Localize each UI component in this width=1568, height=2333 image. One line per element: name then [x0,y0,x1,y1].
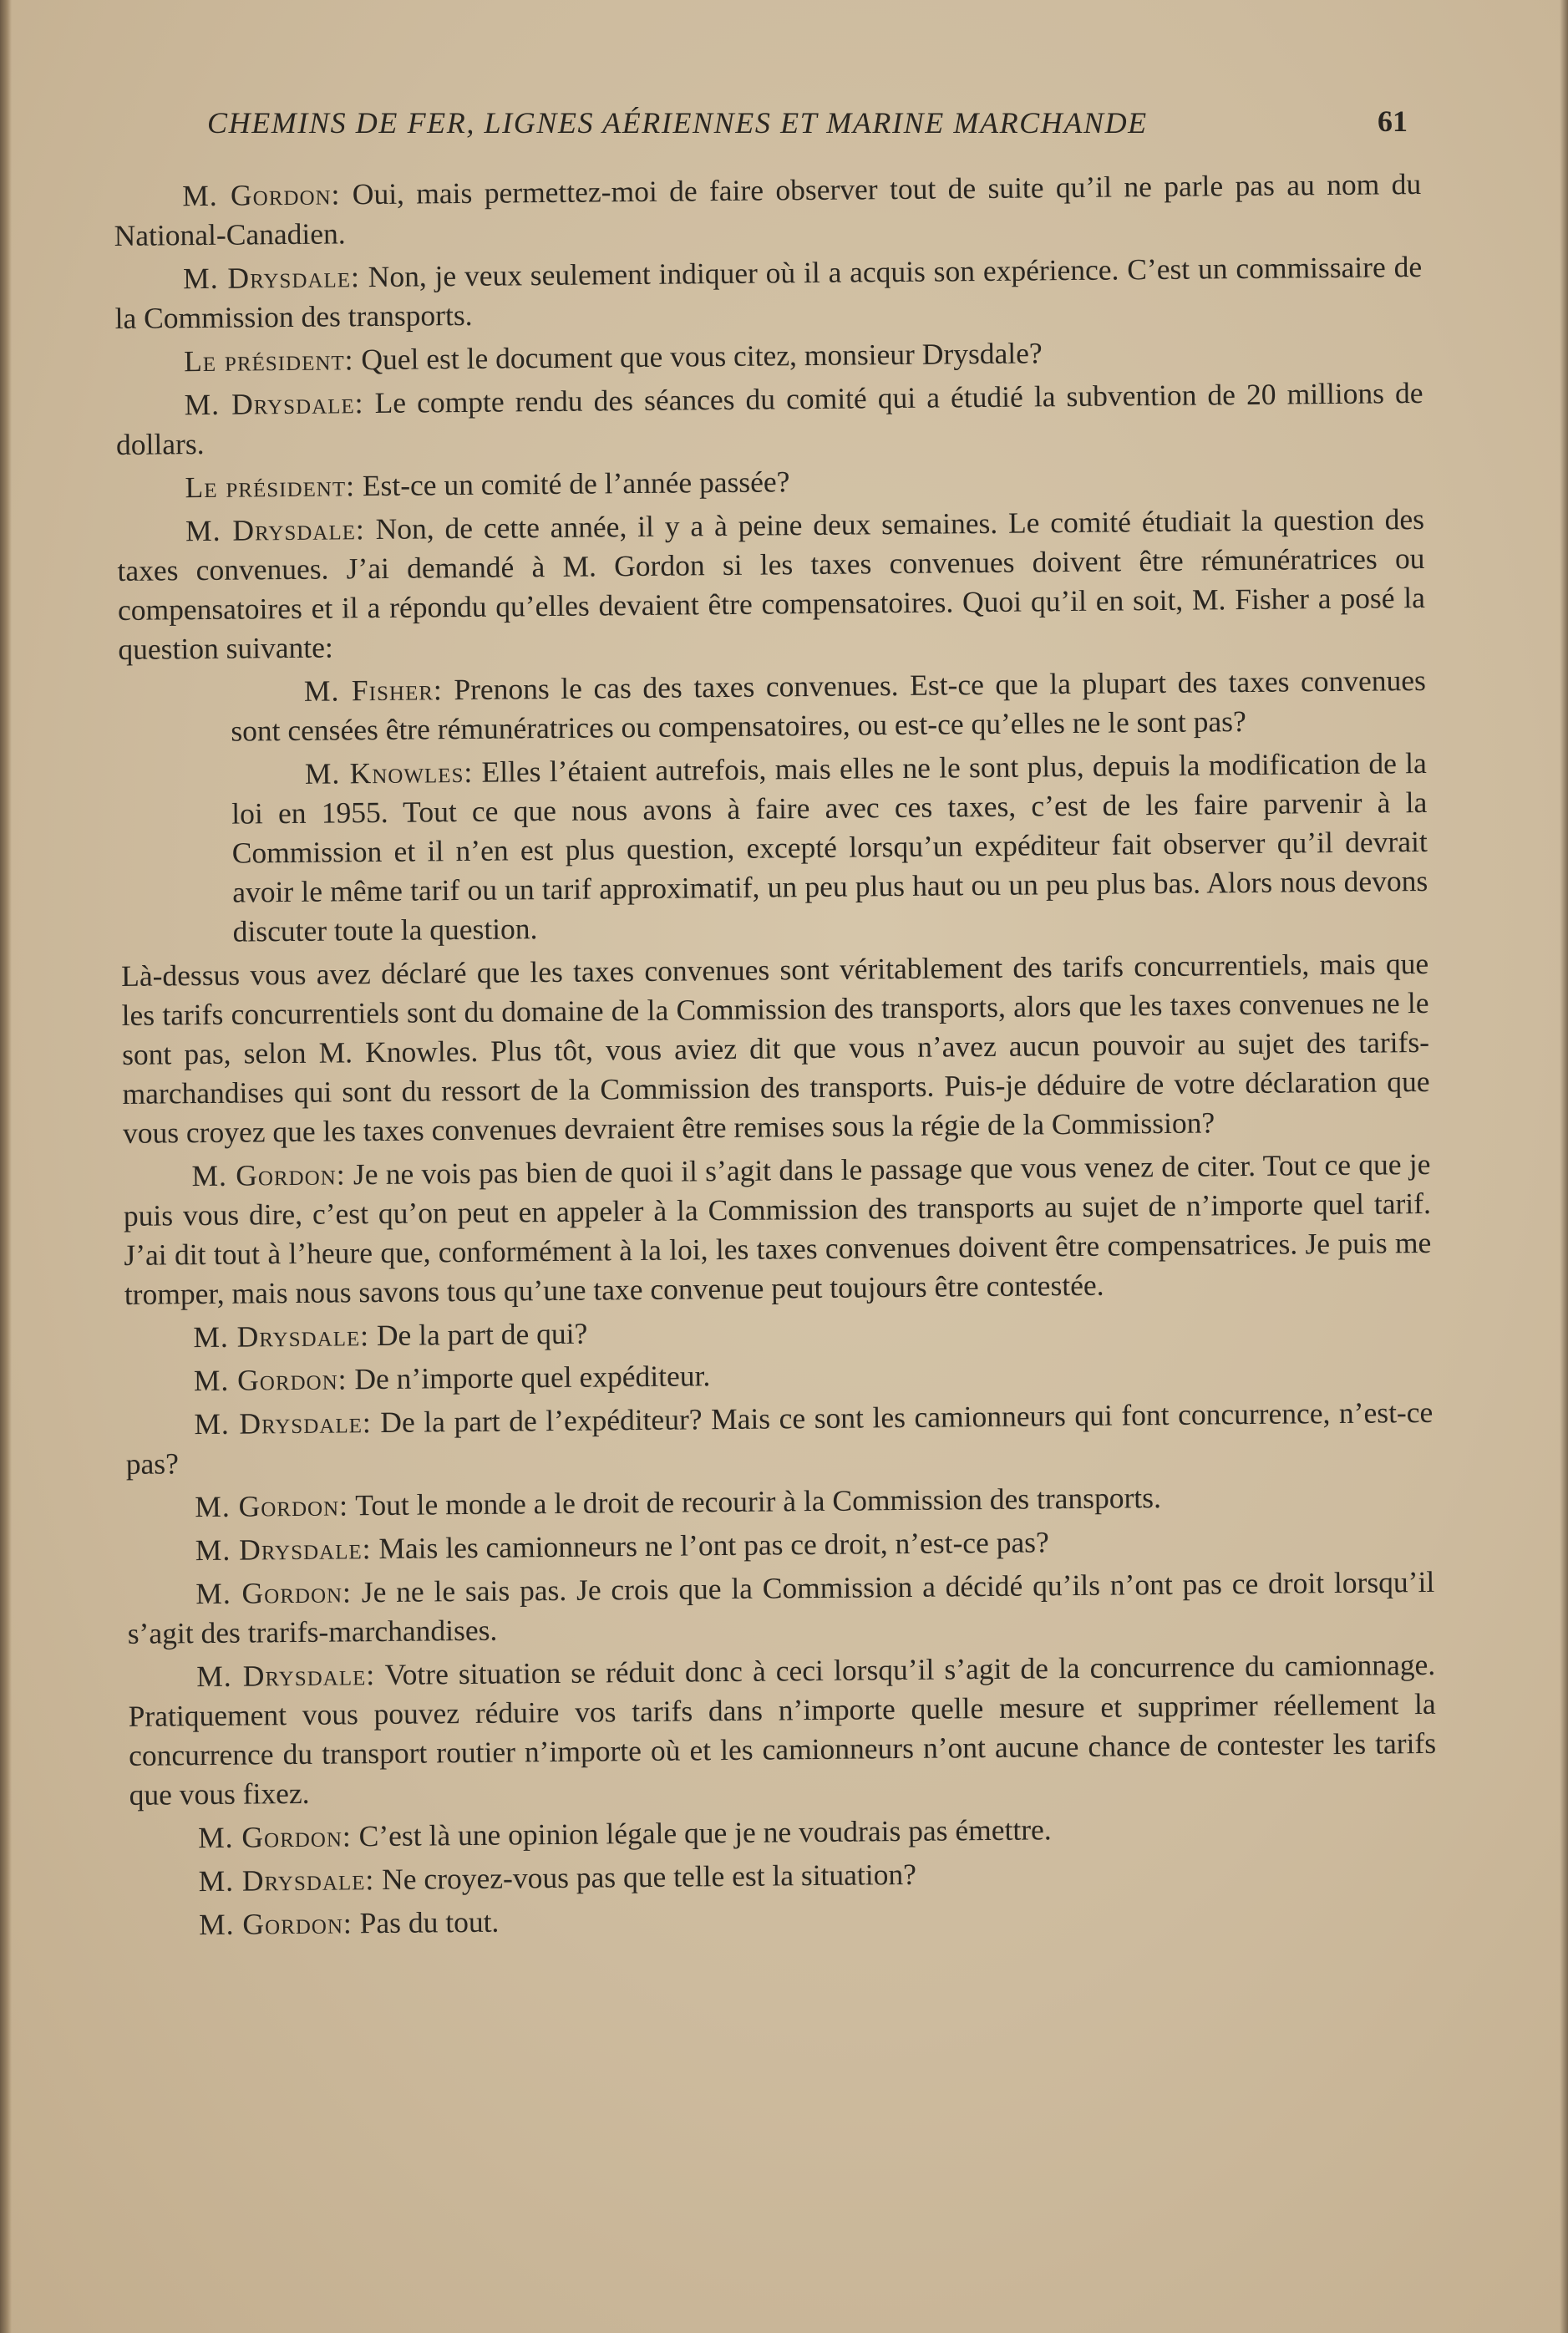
paragraph [129,1850,1437,1902]
paragraph [123,1145,1432,1314]
paragraph [114,165,1422,256]
paragraph-text: C’est là une opinion légale que je ne voudrais pas émettre. [358,1812,1052,1853]
paragraph-text: Là-dessus vous avez déclaré que les taxes convenues sont véritablement des tarifs concurrentiels, mais que les tarifs concurrentiels sont du domaine de la Commission des transports, alors que les taxes convenues ne le sont pas, selon M. Knowles. Plus tôt, vous aviez dit que vous n’avez aucun pouvoir au sujet des tarifs-marchandises qui sont du ressort de la Commission des transports. Puis-je déduire de votre déclaration que vous croyez que les taxes convenues devraient être remises sous la régie de la Commission? [120,946,1430,1150]
speaker-name: M. Drysdale: [185,512,365,548]
paragraph-text: Ne croyez-vous pas que telle est la situation? [381,1857,917,1897]
paragraph-text: Est-ce un comité de l’année passée? [362,465,790,503]
paragraph [117,500,1426,669]
speaker-name: M. Drysdale: [194,1405,372,1441]
paragraph [129,1807,1437,1858]
paragraph-text: Votre situation se réduit donc à ceci lorsqu’il s’agit de la concurrence du camionnage. Pratiquement vous pouvez réduire vos tarifs dans n’importe quelle mesure et supprimer réellement la concurrence du transport routier n’importe où et les camionneurs n’ont aucune chance de contester les tarifs que vous fixez. [128,1647,1437,1812]
quoted-paragraph [119,744,1428,953]
paragraph [115,374,1423,465]
paragraph-text: Je ne vois pas bien de quoi il s’agit dans le passage que vous venez de citer. Tout ce que je puis vous dire, c’est qu’on peut en appeler à la Commission des transports au sujet de n’importe quel tarif. J’ai dit tout à l’heure que, conformément à la loi, les taxes convenues doivent être compensatrices. Je puis me tromper, mais nous savons tous qu’une taxe convenue peut toujours être contestée. [123,1146,1432,1311]
paragraph [114,247,1423,338]
continuation-paragraph [121,944,1430,1153]
running-title: CHEMINS DE FER, LIGNES AÉRIENNES ET MARINE MARCHANDE [207,106,1148,140]
paragraph-text: De la part de l’expéditeur? Mais ce sont les camionneurs qui font concurrence, n’est-ce pas? [125,1395,1434,1481]
running-header [200,99,1408,149]
speaker-name: M. Drysdale: [195,1532,372,1568]
paragraph-text: Non, je veux seulement indiquer où il a acquis son expérience. C’est un commissaire de la Commission des transports. [114,249,1423,335]
page-body [114,165,1438,1949]
speaker-name: M. Gordon: [198,1906,353,1942]
paragraph [126,1476,1434,1527]
speaker-name: Le président: [185,469,356,505]
speaker-name: M. Drysdale: [198,1863,375,1898]
paragraph [116,456,1423,508]
paragraph [127,1519,1434,1571]
page-binding-shadow [0,0,12,2333]
paragraph [130,1893,1438,1945]
paragraph [115,330,1423,382]
paragraph [125,1393,1434,1484]
speaker-name: M. Drysdale: [193,1319,370,1355]
paragraph-text: Oui, mais permettez-moi de faire observer tout de suite qu’il ne parle pas au nom du National-Canadien. [114,166,1422,252]
paragraph [127,1563,1435,1654]
speaker-name: M. Drysdale: [184,386,364,422]
paragraph [124,1306,1432,1358]
page-edge-shadow [1560,0,1568,2333]
quoted-paragraph [119,661,1427,752]
speaker-name: M. Gordon: [197,1819,352,1855]
paragraph-text: Quel est le document que vous citez, monsieur Drysdale? [361,336,1043,377]
speaker-name: M. Gordon: [182,177,341,213]
paragraph-text: Prenons le cas des taxes convenues. Est-ce que la plupart des taxes convenues sont censées être rémunératrices ou compensatoires, ou est-ce qu’elles ne le sont pas? [231,663,1427,748]
speaker-name: M. Fisher: [303,673,443,708]
speaker-name: M. Gordon: [193,1362,348,1398]
paragraph-text: De la part de qui? [376,1316,588,1353]
speaker-name: M. Gordon: [195,1575,353,1611]
paragraph-text: De n’importe quel expéditeur. [354,1359,711,1396]
speaker-name: M. Gordon: [195,1488,349,1524]
page-number: 61 [1378,104,1408,138]
paragraph [125,1349,1433,1401]
speaker-name: M. Drysdale: [182,260,361,296]
paragraph-text: Le compte rendu des séances du comité qui a étudié la subvention de 20 millions de dollars. [115,375,1423,461]
paragraph [128,1645,1437,1815]
paragraph-text: Elles l’étaient autrefois, mais elles ne le sont plus, depuis la modification de la loi en 1955. Tout ce que nous avons à faire avec ces taxes, c’est de les faire parvenir à la Commission et il n’en est plus question, excepté lorsqu’un expéditeur fait observer qu’il devrait avoir le même tarif ou un tarif approximatif, un peu plus haut ou un peu plus bas. Alors nous devons discuter toute la question. [231,745,1428,948]
paragraph-text: Mais les camionneurs ne l’ont pas ce droit, n’est-ce pas? [378,1525,1049,1566]
speaker-name: M. Knowles: [304,755,474,790]
paragraph-text: Je ne le sais pas. Je crois que la Commission a décidé qu’ils n’ont pas ce droit lorsqu’il s’agit des trarifs-marchandises. [127,1564,1435,1650]
speaker-name: M. Drysdale: [196,1658,376,1694]
speaker-name: M. Gordon: [191,1157,346,1193]
paragraph-text: Tout le monde a le droit de recourir à la Commission des transports. [355,1481,1162,1522]
paragraph-text: Non, de cette année, il y a à peine deux semaines. Le comité étudiait la question des taxes convenues. J’ai demandé à M. Gordon si les taxes convenues doivent être rémunératrices ou compensatoires et il a répondu qu’elles devaient être compensatoires. Quoi qu’il en soit, M. Fisher a posé la question suivante: [117,501,1426,666]
paragraph-text: Pas du tout. [359,1904,500,1940]
speaker-name: Le président: [183,343,354,379]
